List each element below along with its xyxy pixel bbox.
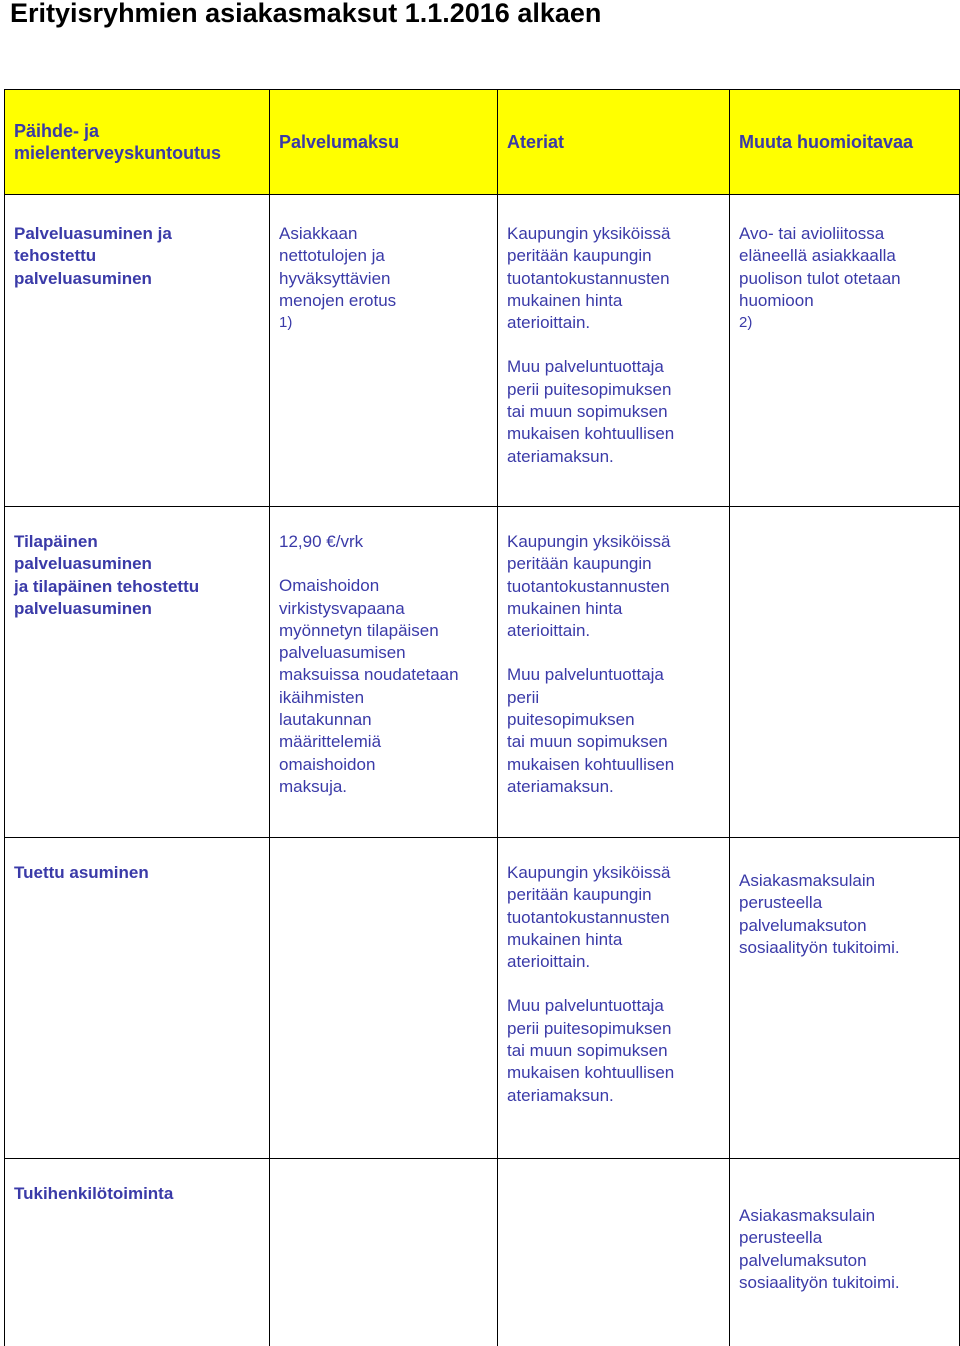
other-notes-cell [730, 507, 960, 838]
row-label [5, 838, 270, 1159]
row-label-text: Palveluasuminen ja tehostettu palveluasuminen [14, 224, 172, 288]
fee-respite-text: Omaishoidon virkistysvapaana myönnetyn tilapäisen palveluasumisen maksuissa noudatetaan ikäihmisten lautakunnan määrittelemiä omaishoidon maksuja. [279, 576, 459, 796]
table-row [5, 195, 960, 507]
other-footnote-ref: 2) [739, 314, 753, 332]
other-notes-text: Asiakasmaksulain perusteella palvelumaksuton sosiaalityön tukitoimi. [739, 1206, 900, 1292]
fee-text: Asiakkaan nettotulojen ja hyväksyttävien menojen erotus [279, 224, 397, 310]
meals-city-text: Kaupungin yksiköissä peritään kaupungin tuotantokustannusten mukainen hinta aterioittain. [507, 532, 671, 641]
meals-cell [498, 195, 730, 507]
other-notes-cell [730, 1159, 960, 1346]
row-label [5, 1159, 270, 1346]
row-label [5, 507, 270, 838]
header-service-fee: Palvelumaksu [270, 90, 498, 195]
meals-city-text: Kaupungin yksiköissä peritään kaupungin tuotantokustannusten mukainen hinta aterioittain. [507, 863, 671, 972]
other-notes-text: Avo- tai avioliitossa eläneellä asiakkaalla puolison tulot otetaan huomioon [739, 224, 901, 310]
meals-city-text: Kaupungin yksiköissä peritään kaupungin tuotantokustannusten mukainen hinta aterioittain. [507, 224, 671, 333]
meals-cell [498, 838, 730, 1159]
header-meals: Ateriat [498, 90, 730, 195]
meals-other-provider-text: Muu palveluntuottaja perii puitesopimuksen tai muun sopimuksen mukaisen kohtuullisen ateriamaksun. [507, 996, 675, 1105]
table-row [5, 507, 960, 838]
table-row [5, 1159, 960, 1346]
other-notes-text: Asiakasmaksulain perusteella palvelumaksuton sosiaalityön tukitoimi. [739, 871, 900, 957]
row-label-text: Tilapäinen palveluasuminen ja tilapäinen tehostettu palveluasuminen [14, 532, 200, 618]
other-notes-cell [730, 195, 960, 507]
table-row [5, 838, 960, 1159]
row-label [5, 195, 270, 507]
row-label-text: Tukihenkilötoiminta [14, 1184, 174, 1203]
meals-other-provider-text: Muu palveluntuottaja perii puitesopimuksen tai muun sopimuksen mukaisen kohtuullisen ateriamaksun. [507, 357, 675, 466]
table-header-row [5, 90, 960, 195]
meals-other-provider-text: Muu palveluntuottaja perii puitesopimuksen tai muun sopimuksen mukaisen kohtuullisen ateriamaksun. [507, 665, 675, 796]
fee-cell [270, 195, 498, 507]
fee-footnote-ref: 1) [279, 314, 293, 332]
header-other-notes: Muuta huomioitavaa [730, 90, 960, 195]
fee-cell [270, 838, 498, 1159]
meals-cell [498, 1159, 730, 1346]
row-label-text: Tuettu asuminen [14, 863, 149, 882]
other-notes-cell [730, 838, 960, 1159]
header-service-type: Päihde- ja mielenterveyskuntoutus [5, 90, 270, 195]
fee-cell [270, 1159, 498, 1346]
fees-table [4, 89, 960, 1346]
fee-text: 12,90 €/vrk [279, 532, 364, 551]
page-title: Erityisryhmien asiakasmaksut 1.1.2016 alkaen [10, 0, 602, 28]
fee-cell [270, 507, 498, 838]
meals-cell [498, 507, 730, 838]
